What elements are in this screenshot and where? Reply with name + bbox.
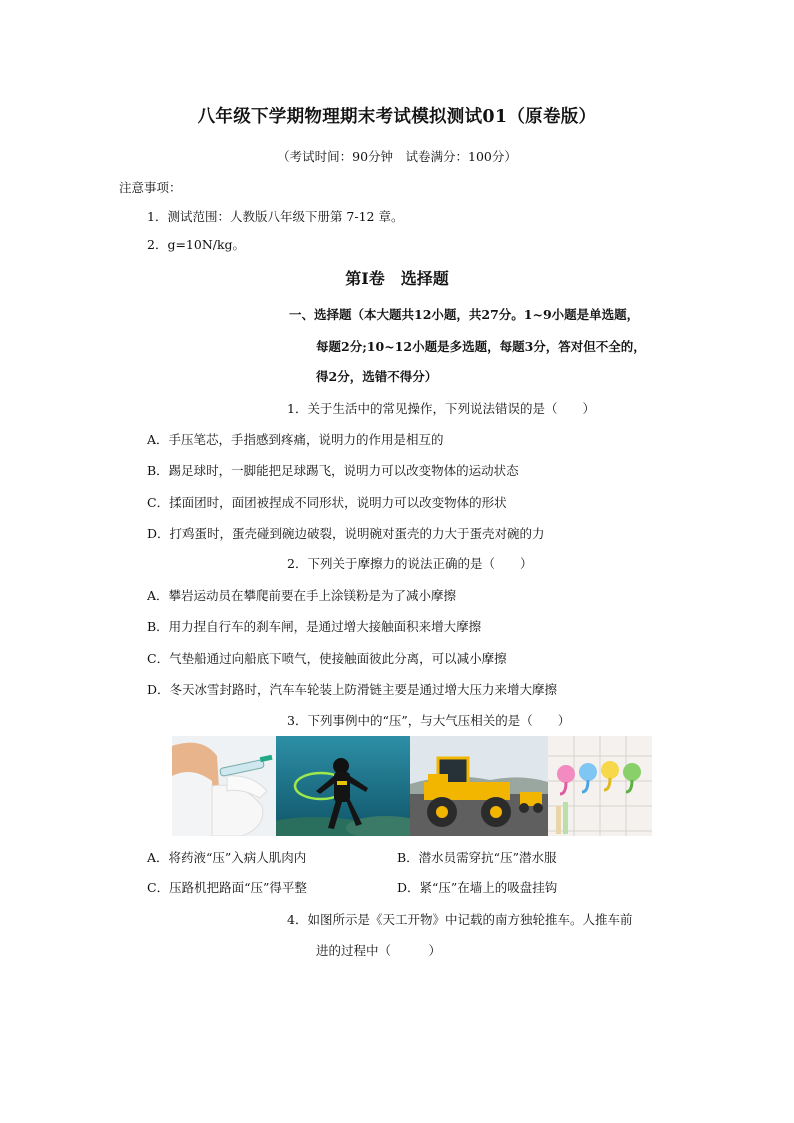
option: B．用力捏自行车的刹车闸，是通过增大接触面积来增大摩擦 (147, 619, 482, 634)
notes-heading: 注意事项： (119, 180, 182, 195)
question-stem: 进的过程中（ ） (316, 943, 442, 958)
question-stem: 2．下列关于摩擦力的说法正确的是（ ） (287, 556, 533, 571)
option: D．紧“压”在墙上的吸盘挂钩 (397, 880, 558, 895)
option: C．气垫船通过向船底下喷气，使接触面彼此分离，可以减小摩擦 (147, 651, 507, 666)
option: C．揉面团时，面团被捏成不同形状，说明力可以改变物体的形状 (147, 495, 507, 510)
part-header-line: 每题2分;10~12小题是多选题，每题3分，答对但不全的， (316, 339, 646, 354)
question-stem: 1．关于生活中的常见操作，下列说法错误的是（ ） (287, 401, 595, 416)
option: D．冬天冰雪封路时，汽车车轮装上防滑链主要是通过增大压力来增大摩擦 (147, 682, 558, 697)
diver-photo (276, 736, 410, 836)
question-3-photos (172, 736, 652, 836)
part-header-line: 得2分，选错不得分） (316, 369, 438, 384)
option: A．将药液“压”入病人肌肉内 (147, 850, 307, 865)
question-stem: 3．下列事例中的“压”，与大气压相关的是（ ） (287, 713, 571, 728)
page-title: 八年级下学期物理期末考试模拟测试01（原卷版） (197, 107, 597, 127)
option: A．攀岩运动员在攀爬前要在手上涂镁粉是为了减小摩擦 (147, 588, 457, 603)
suction-hook-photo (548, 736, 652, 836)
section-title: 第Ⅰ卷 选择题 (345, 269, 449, 288)
option: A．手压笔芯，手指感到疼痛，说明力的作用是相互的 (147, 432, 444, 447)
injection-photo (172, 736, 276, 836)
part-header-line: 一、选择题（本大题共12小题，共27分。1~9小题是单选题， (289, 307, 640, 322)
option: B．踢足球时，一脚能把足球踢飞，说明力可以改变物体的运动状态 (147, 463, 519, 478)
road-roller-photo (410, 736, 548, 836)
note-item: 2．g=10N/kg。 (147, 237, 246, 252)
option: D．打鸡蛋时，蛋壳碰到碗边破裂，说明碗对蛋壳的力大于蛋壳对碗的力 (147, 526, 545, 541)
question-stem: 4．如图所示是《天工开物》中记载的南方独轮推车。人推车前 (287, 912, 633, 927)
note-item: 1．测试范围：人教版八年级下册第 7-12 章。 (147, 209, 404, 224)
option: B．潜水员需穿抗“压”潜水服 (397, 850, 557, 865)
exam-info: （考试时间：90分钟 试卷满分：100分） (277, 149, 517, 164)
option: C．压路机把路面“压”得平整 (147, 880, 307, 895)
